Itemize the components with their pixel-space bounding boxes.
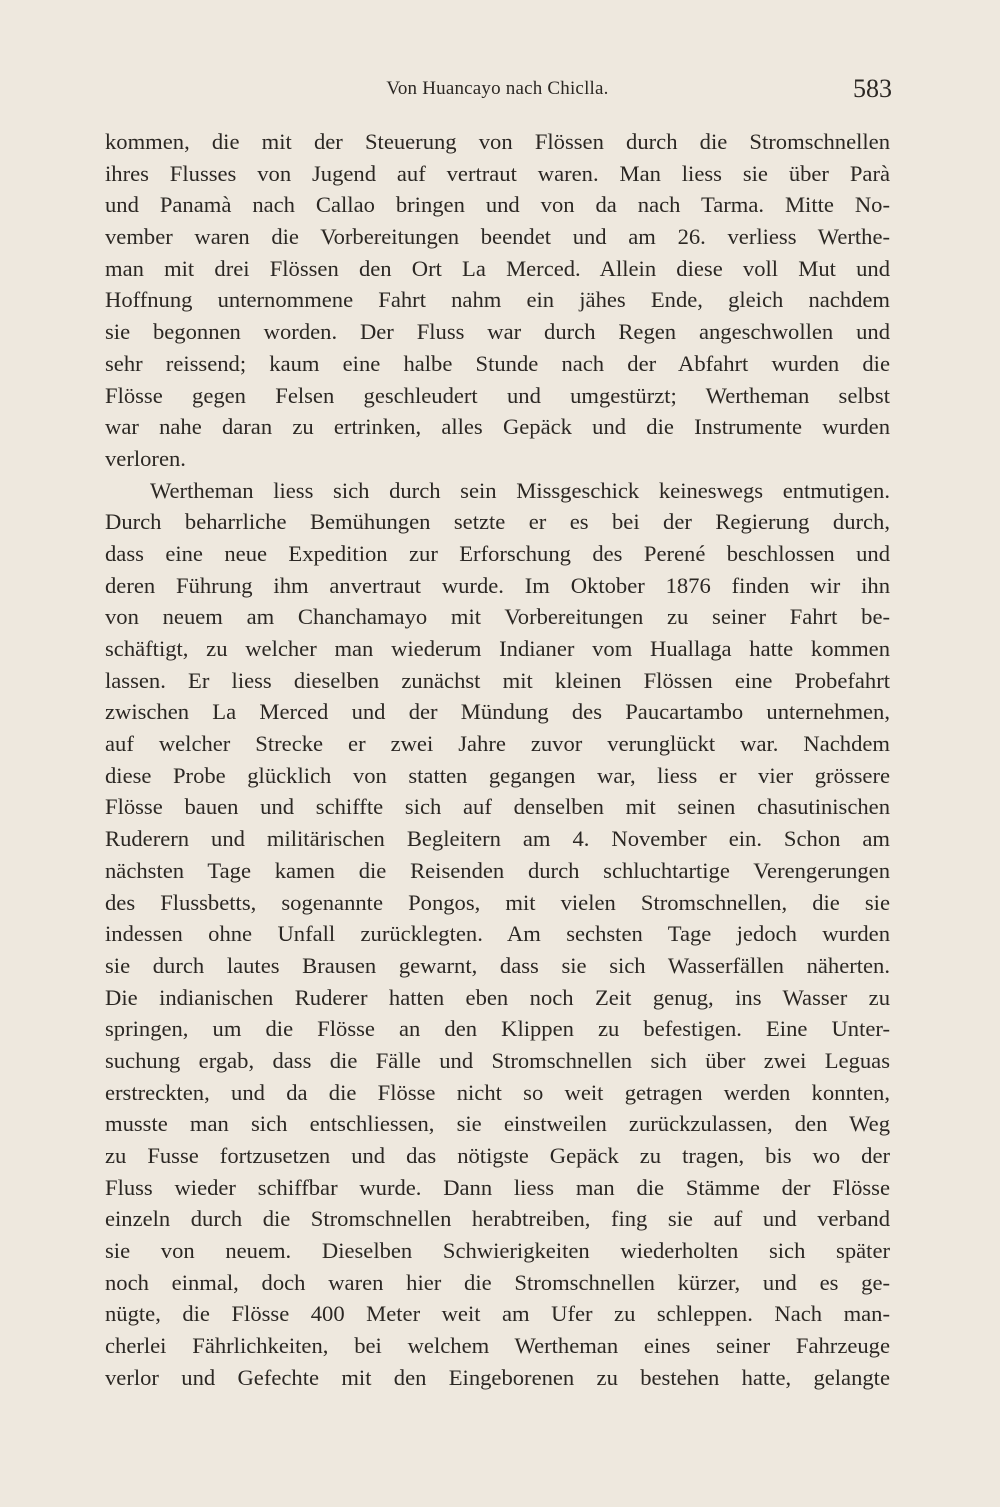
text-line: cherlei Fährlichkeiten, bei welchem Wertheman eines seiner Fahrzeuge [105,1333,890,1359]
text-line: verloren. [105,445,186,471]
text-line: lassen. Er liess dieselben zunächst mit kleinen Flössen eine Probefahrt [105,667,890,693]
paragraph [105,475,890,1394]
page-number: 583 [853,74,892,103]
text-line: sie begonnen worden. Der Fluss war durch Regen angeschwollen und [105,319,890,345]
text-line: Flösse bauen und schiffte sich auf denselben mit seinen chasutinischen [105,794,890,820]
running-head [105,74,890,108]
text-line: diese Probe glücklich von statten gegangen war, liess er vier grössere [105,762,890,788]
text-line: ihres Flusses von Jugend auf vertraut waren. Man liess sie über Parà [105,160,890,186]
text-line: verlor und Gefechte mit den Eingeborenen zu bestehen hatte, gelangte [105,1364,890,1390]
text-line: kommen, die mit der Steuerung von Flössen durch die Stromschnellen [105,129,890,154]
text-line: Ruderern und militärischen Begleitern am 4. November ein. Schon am [105,826,890,852]
text-line: dass eine neue Expedition zur Erforschung des Perené beschlossen und [105,540,890,566]
text-line: musste man sich entschliessen, sie einstweilen zurückzulassen, den Weg [105,1111,890,1137]
text-line: nächsten Tage kamen die Reisenden durch schluchtartige Verengerungen [105,857,890,883]
text-line: nügte, die Flösse 400 Meter weit am Ufer zu schleppen. Nach man- [105,1301,890,1327]
text-line: Flösse gegen Felsen geschleudert und umgestürzt; Wertheman selbst [105,382,890,408]
text-line: indessen ohne Unfall zurücklegten. Am sechsten Tage jedoch wurden [105,921,890,947]
text-line: springen, um die Flösse an den Klippen zu befestigen. Eine Unter- [105,1016,890,1042]
text-line: schäftigt, zu welcher man wiederum Indianer vom Huallaga hatte kommen [105,636,890,661]
text-line: sie von neuem. Dieselben Schwierigkeiten wiederholten sich später [105,1238,890,1264]
text-line: vember waren die Vorbereitungen beendet und am 26. verliess Werthe- [105,224,890,250]
text-line: zu Fusse fortzusetzen und das nötigste Gepäck zu tragen, bis wo der [105,1143,890,1168]
text-line: einzeln durch die Stromschnellen herabtreiben, fing sie auf und verband [105,1206,890,1232]
text-line: auf welcher Strecke er zwei Jahre zuvor verunglückt war. Nachdem [105,731,890,757]
body-text [105,126,890,1394]
text-line: Durch beharrliche Bemühungen setzte er es bei der Regierung durch, [105,509,890,535]
text-line: war nahe daran zu ertrinken, alles Gepäck und die Instrumente wurden [105,414,890,440]
text-line: und Panamà nach Callao bringen und von da nach Tarma. Mitte No- [105,192,890,218]
text-line: suchung ergab, dass die Fälle und Stromschnellen sich über zwei Leguas [105,1047,890,1073]
running-head-title: Von Huancayo nach Chiclla. [386,78,609,99]
text-line: deren Führung ihm anvertraut wurde. Im Oktober 1876 finden wir ihn [105,572,890,598]
text-line: Wertheman liess sich durch sein Missgeschick keineswegs entmutigen. [150,477,890,503]
text-line: Fluss wieder schiffbar wurde. Dann liess man die Stämme der Flösse [105,1174,890,1200]
text-line: von neuem am Chanchamayo mit Vorbereitungen zu seiner Fahrt be- [105,604,890,630]
paragraph [105,126,890,475]
text-line: Die indianischen Ruderer hatten eben noch Zeit genug, ins Wasser zu [105,984,890,1010]
text-line: noch einmal, doch waren hier die Stromschnellen kürzer, und es ge- [105,1269,890,1295]
text-line: erstreckten, und da die Flösse nicht so weit getragen werden konnten, [105,1079,890,1105]
text-line: sehr reissend; kaum eine halbe Stunde nach der Abfahrt wurden die [105,350,890,376]
text-line: des Flussbetts, sogenannte Pongos, mit vielen Stromschnellen, die sie [105,889,890,915]
text-line: sie durch lautes Brausen gewarnt, dass sie sich Wasserfällen näherten. [105,952,890,978]
text-line: zwischen La Merced und der Mündung des Paucartambo unternehmen, [105,699,890,725]
text-line: Hoffnung unternommene Fahrt nahm ein jähes Ende, gleich nachdem [105,287,890,313]
text-line: man mit drei Flössen den Ort La Merced. Allein diese voll Mut und [105,255,890,281]
